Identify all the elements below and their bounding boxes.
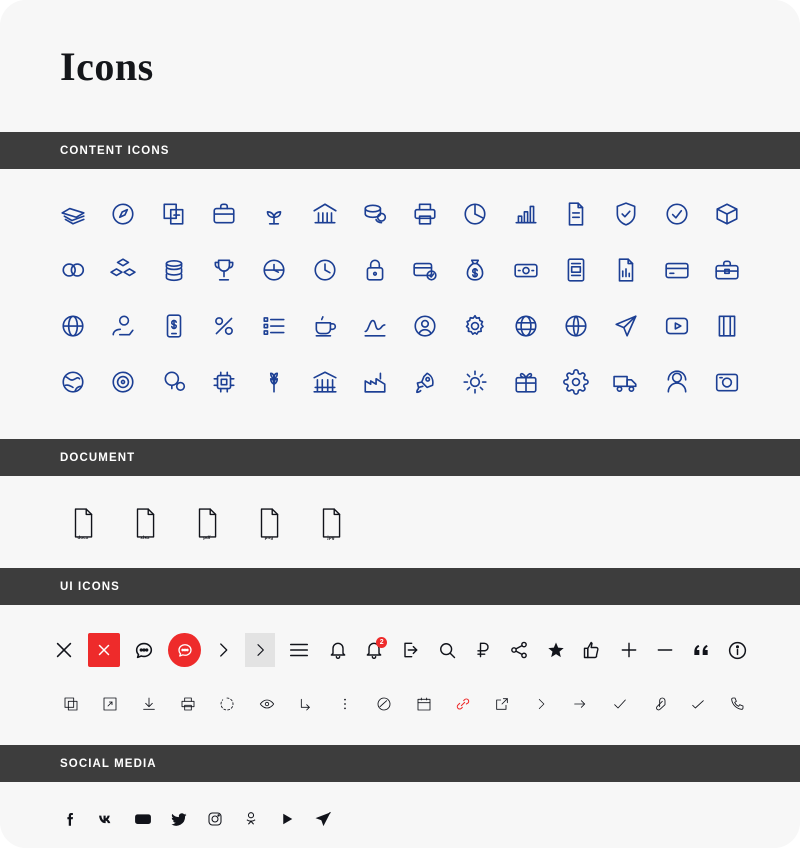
- globe-network-icon[interactable]: [505, 305, 547, 347]
- arrow-down-right-icon[interactable]: [291, 689, 320, 719]
- mobile-payment-icon[interactable]: [153, 305, 195, 347]
- shield-check-icon[interactable]: [605, 193, 647, 235]
- box-cube-icon[interactable]: [706, 193, 748, 235]
- money-bag-icon[interactable]: [454, 249, 496, 291]
- coins-stack-icon[interactable]: [354, 193, 396, 235]
- settings-gear-user-icon[interactable]: [454, 305, 496, 347]
- globe-grid-icon[interactable]: [555, 305, 597, 347]
- no-entry-icon[interactable]: [370, 689, 399, 719]
- gear-icon[interactable]: [555, 361, 597, 403]
- section-header-content-icons: [0, 132, 800, 169]
- section-title: CONTENT ICONS: [60, 144, 170, 157]
- content-icons-body: [0, 169, 800, 439]
- percent-icon[interactable]: [203, 305, 245, 347]
- book-open-icon[interactable]: [706, 305, 748, 347]
- money-stack-icon[interactable]: [52, 193, 94, 235]
- content-icons-grid: [48, 193, 752, 417]
- notification-badge: 2: [376, 637, 387, 648]
- chevron-right-icon[interactable]: [209, 635, 237, 665]
- bell-icon[interactable]: [323, 635, 351, 665]
- trophy-icon[interactable]: [203, 249, 245, 291]
- odnoklassniki-icon[interactable]: [240, 808, 262, 830]
- globe-icon[interactable]: [52, 305, 94, 347]
- document-chart-icon[interactable]: [605, 249, 647, 291]
- plus-icon[interactable]: [614, 635, 642, 665]
- document-icons-body: [0, 476, 800, 568]
- quote-icon[interactable]: [687, 635, 715, 665]
- check-thin-icon[interactable]: [684, 689, 713, 719]
- file-extension-label: jpg: [327, 535, 335, 540]
- thumbs-up-icon[interactable]: [578, 635, 606, 665]
- coffee-cup-icon[interactable]: [304, 305, 346, 347]
- section-title: DOCUMENT: [60, 451, 136, 464]
- eye-icon[interactable]: [252, 689, 281, 719]
- copy-icon[interactable]: [56, 689, 85, 719]
- file-extension-label: xlsx: [140, 535, 150, 540]
- idea-sun-icon[interactable]: [454, 361, 496, 403]
- external-window-icon[interactable]: [487, 689, 516, 719]
- copy-document-icon[interactable]: [153, 193, 195, 235]
- logout-icon[interactable]: [396, 635, 424, 665]
- telegram-icon[interactable]: [312, 808, 334, 830]
- section-title: SOCIAL MEDIA: [60, 757, 157, 770]
- close-icon[interactable]: [48, 633, 80, 667]
- coins-column-icon[interactable]: [153, 249, 195, 291]
- chat-bubble-red-circle-icon[interactable]: [168, 633, 200, 667]
- banknote-icon[interactable]: [505, 249, 547, 291]
- file-extension-label: png: [264, 535, 274, 540]
- check-circle-icon[interactable]: [656, 193, 698, 235]
- file-jpg-icon[interactable]: [310, 500, 352, 546]
- arrow-right-icon[interactable]: [566, 689, 595, 719]
- close-red-square-icon[interactable]: [88, 633, 120, 667]
- minus-icon[interactable]: [651, 635, 679, 665]
- clock-icon[interactable]: [304, 249, 346, 291]
- check-icon[interactable]: [605, 689, 634, 719]
- cpu-chip-icon[interactable]: [203, 361, 245, 403]
- printer-icon[interactable]: [404, 193, 446, 235]
- section-header-document: [0, 439, 800, 476]
- briefcase-icon[interactable]: [203, 193, 245, 235]
- globe-clock-icon[interactable]: [253, 249, 295, 291]
- print-icon[interactable]: [174, 689, 203, 719]
- loading-spinner-icon[interactable]: [213, 689, 242, 719]
- file-extension-label: docx: [77, 535, 89, 540]
- camera-photo-icon[interactable]: [706, 361, 748, 403]
- rutube-icon[interactable]: [276, 808, 298, 830]
- gift-box-icon[interactable]: [505, 361, 547, 403]
- file-pdf-icon[interactable]: [186, 500, 228, 546]
- card-check-icon[interactable]: [404, 249, 446, 291]
- compass-badge-icon[interactable]: [102, 193, 144, 235]
- user-circle-icon[interactable]: [404, 305, 446, 347]
- instagram-icon[interactable]: [204, 808, 226, 830]
- facebook-icon[interactable]: [60, 808, 82, 830]
- share-icon[interactable]: [505, 635, 533, 665]
- truck-delivery-icon[interactable]: [605, 361, 647, 403]
- ui-icons-row-secondary: [48, 689, 752, 719]
- page-header: [0, 0, 800, 132]
- paperclip-icon[interactable]: [644, 689, 673, 719]
- target-icon[interactable]: [102, 361, 144, 403]
- credit-card-icon[interactable]: [656, 249, 698, 291]
- star-icon[interactable]: [542, 635, 570, 665]
- vk-icon[interactable]: [96, 808, 118, 830]
- factory-icon[interactable]: [354, 361, 396, 403]
- file-doc-icon[interactable]: [62, 500, 104, 546]
- globe-dark-icon[interactable]: [52, 361, 94, 403]
- support-agent-icon[interactable]: [656, 361, 698, 403]
- chat-bubble-dots-icon[interactable]: [128, 633, 160, 667]
- section-title: UI ICONS: [60, 580, 120, 593]
- section-header-ui-icons: [0, 568, 800, 605]
- bank-building-icon[interactable]: [304, 193, 346, 235]
- phone-icon[interactable]: [723, 689, 752, 719]
- open-external-icon[interactable]: [95, 689, 124, 719]
- balloon-chat-icon[interactable]: [153, 361, 195, 403]
- search-icon[interactable]: [433, 635, 461, 665]
- rocket-icon[interactable]: [404, 361, 446, 403]
- menu-hamburger-icon[interactable]: [283, 633, 315, 667]
- file-png-icon[interactable]: [248, 500, 290, 546]
- coins-pair-icon[interactable]: [52, 249, 94, 291]
- cubes-group-icon[interactable]: [102, 249, 144, 291]
- chevron-right-small-icon[interactable]: [527, 689, 556, 719]
- toolbox-icon[interactable]: [706, 249, 748, 291]
- ui-icons-row-primary: [48, 627, 752, 673]
- youtube-icon[interactable]: [132, 808, 154, 830]
- document-icons-row: [48, 500, 752, 546]
- social-icons-row: [48, 808, 752, 830]
- chevron-right-boxed-icon[interactable]: [245, 633, 275, 667]
- calendar-icon[interactable]: [409, 689, 438, 719]
- hand-coin-icon[interactable]: [102, 305, 144, 347]
- bell-notification-icon[interactable]: [360, 635, 388, 665]
- twitter-icon[interactable]: [168, 808, 190, 830]
- wheat-icon[interactable]: [253, 361, 295, 403]
- government-building-icon[interactable]: [304, 361, 346, 403]
- ruble-icon[interactable]: [469, 635, 497, 665]
- video-play-icon[interactable]: [656, 305, 698, 347]
- section-header-social-media: [0, 745, 800, 782]
- news-report-icon[interactable]: [555, 249, 597, 291]
- pie-chart-icon[interactable]: [454, 193, 496, 235]
- file-xls-icon[interactable]: [124, 500, 166, 546]
- download-icon[interactable]: [134, 689, 163, 719]
- page-title: Icons: [60, 43, 154, 89]
- handshake-plant-icon[interactable]: [253, 193, 295, 235]
- signature-icon[interactable]: [354, 305, 396, 347]
- paper-plane-icon[interactable]: [605, 305, 647, 347]
- list-icon[interactable]: [253, 305, 295, 347]
- file-extension-label: pdf: [203, 535, 211, 540]
- document-icon[interactable]: [555, 193, 597, 235]
- link-red-icon[interactable]: [448, 689, 477, 719]
- lock-icon[interactable]: [354, 249, 396, 291]
- info-circle-icon[interactable]: [724, 635, 752, 665]
- social-icons-body: [0, 782, 800, 848]
- ui-icons-body: [0, 605, 800, 745]
- more-vertical-icon[interactable]: [331, 689, 360, 719]
- bar-chart-growth-icon[interactable]: [505, 193, 547, 235]
